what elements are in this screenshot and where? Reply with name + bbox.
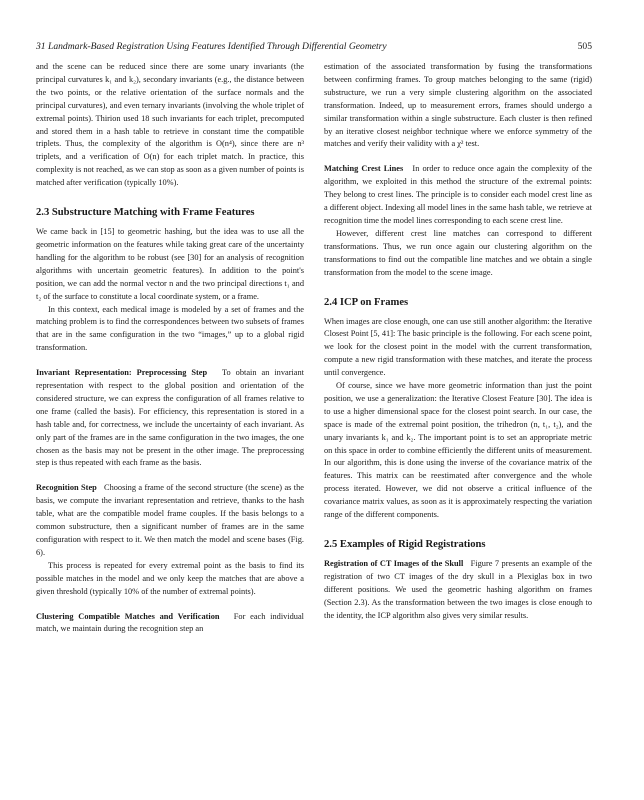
paragraph-invariant-representation: [36, 367, 304, 470]
paragraph-closest-feature: Of course, since we have more geometric information than just the point position, we use a generalization: the Iterative Closest Feature [30]. The idea is to use a higher dimensional space for the closest point search. In our case, the space is made of the extremal point position, the trihedron (n, t₁, t₂), and the unary invariants k₁ and k₂. The important point is to set an appropriate metric on this space in order to combine efficiently the different units of measurement. In our algorithm, this is done using the inverse of the covariance matrix of the features. This matrix can be reestimated after convergence and the whole process iterated. However, we did not observe a critical influence of the covariance matrix values, as soon as it is approximately respecting the variation range of the different components.: [324, 381, 592, 520]
page-number: 505: [577, 41, 592, 52]
paragraph-frames-model: In this context, each medical image is modeled by a set of frames and the matching problem is to find the correspondences between two subsets of frames that are in the same configuration in the two “images,” up to a global rigid transformation.: [36, 304, 304, 353]
run-in-heading-ct: Registration of CT Images of the Skull: [324, 559, 464, 568]
paragraph-recognition-step: [36, 482, 304, 559]
paragraph-matching-crest-lines: [324, 163, 592, 228]
invariant-body: To obtain an invariant representation with respect to the global position and orientation of the considered structure, we can express the configuration of all frames relative to one frame (called the basis). For efficiency, this representation is stored in a hash table and, for correctness, we include the uncertainty of each invariant. As only part of the frames are in the same configuration in the two images, the one chosen as the basis may not be present in the other image. The preprocessing step is thus repeated with each frame as the basis.: [36, 368, 304, 468]
run-in-heading-clustering: Clustering Compatible Matches and Verification: [36, 611, 220, 621]
run-in-heading-invariant: Invariant Representation: Preprocessing Step: [36, 368, 208, 378]
section-heading-2-4: 2.4 ICP on Frames: [324, 296, 409, 308]
paragraph-icp: When images are close enough, one can use still another algorithm: the Iterative Closest Point [5, 41]: The basic principle is the following. For each scene point, we look for the closest point in the model with the current transformation, compute a new rigid transformation with these matches, and iterate the process until convergence.: [324, 316, 592, 378]
run-in-heading-crest-lines: Matching Crest Lines: [324, 164, 404, 174]
left-column: [36, 61, 304, 636]
section-heading-2-5: 2.5 Examples of Rigid Registrations: [324, 539, 486, 550]
run-in-heading-recognition: Recognition Step: [36, 483, 97, 493]
right-column: [324, 61, 592, 623]
paragraph-line-matches: However, different crest line matches can correspond to different transformations. Thus, we run once again our clustering algorithm on the transformations to find out the compatible line matches and we obtain a single transformation from the model to the scene image.: [324, 228, 592, 277]
paragraph-frame-features: We came back in [15] to geometric hashing, but the idea was to use all the geometric information on the features while taking great care of the uncertainty handling for the algorithm to be robust (see [30] for an analysis of recognition algorithms with uncertain geometric features). In addition to the point's position, we can add the normal vector n and the two principal directions t₁ and t₂ of the surface to constitute a local coordinate system, or a frame.: [36, 227, 304, 301]
running-title: 31 Landmark-Based Registration Using Features Identified Through Differential Geometry: [36, 41, 387, 52]
paragraph-invariants: and the scene can be reduced since there are some unary invariants (the principal curvatures k₁ and k₂), secondary invariants (e.g., the distance between the two points, or the relative orientation of the surface normals and the principal curvatures), and even ternary invariants (involving the whole triplet of extremal points). Thirion used 18 such invariants for each triplet, precomputed and stored them in a hash table to retrieve in constant time the compatible triplets. Thus, the complexity of the algorithm is O(n⁴), since there are n³ triplets, and a verification of O(n) for each triplet match. In practice, this complexity is not reached, as we can stop as soon as a given number of points is matched after verification (typically 10%).: [36, 62, 304, 188]
section-heading-2-3: 2.3 Substructure Matching with Frame Features: [36, 207, 255, 219]
clustering-body: For each individual match, we maintain during the recognition step an: [36, 611, 304, 634]
paragraph-threshold: This process is repeated for every extremal point as the basis to find its possible matches in the model and we only keep the matches that are above a given threshold (typically 10% of the number of extremal points).: [36, 560, 304, 596]
ct-body: Figure 7 presents an example of the registration of two CT images of the dry skull in a Plexiglas box in two different positions. We used the geometric hashing algorithm on frames (Section 2.3). As the transformation between the two images is close enough to the identity, the ICP algorithm also gives very similar results.: [324, 559, 592, 620]
recognition-body: Choosing a frame of the second structure (the scene) as the basis, we compute the invariant representation and retrieve, thanks to the hash table, what are the compatible model frame couples. If the basis belongs to a common substructure, then a significant number of frames are in the same configuration with respect to it. We then match the model and scene bases (Fig. 6).: [36, 483, 305, 557]
paragraph-clustering: [36, 611, 304, 637]
crest-lines-body: In order to reduce once again the complexity of the algorithm, we exploited in this method the structure of the extremal points: They belong to crest lines. The principle is to consider each model crest line as a different object. Indexing all model lines in the same hash table, we retrieve at recognition time the model lines corresponding to each scene crest line.: [324, 164, 592, 225]
paragraph-ct-registration: [324, 558, 592, 623]
paragraph-estimation: estimation of the associated transformation by fusing the transformations between confirming frames. To group matches belonging to the same (rigid) substructure, we run a very simple clustering algorithm on the associated transformation. Indeed, up to measurement errors, frames should undergo a similar transformation within a single substructure. Each cluster is then refined by an iterative closest neighbor technique where we enforce symmetry of the matches and verify their validity with a χ² test.: [324, 62, 592, 149]
